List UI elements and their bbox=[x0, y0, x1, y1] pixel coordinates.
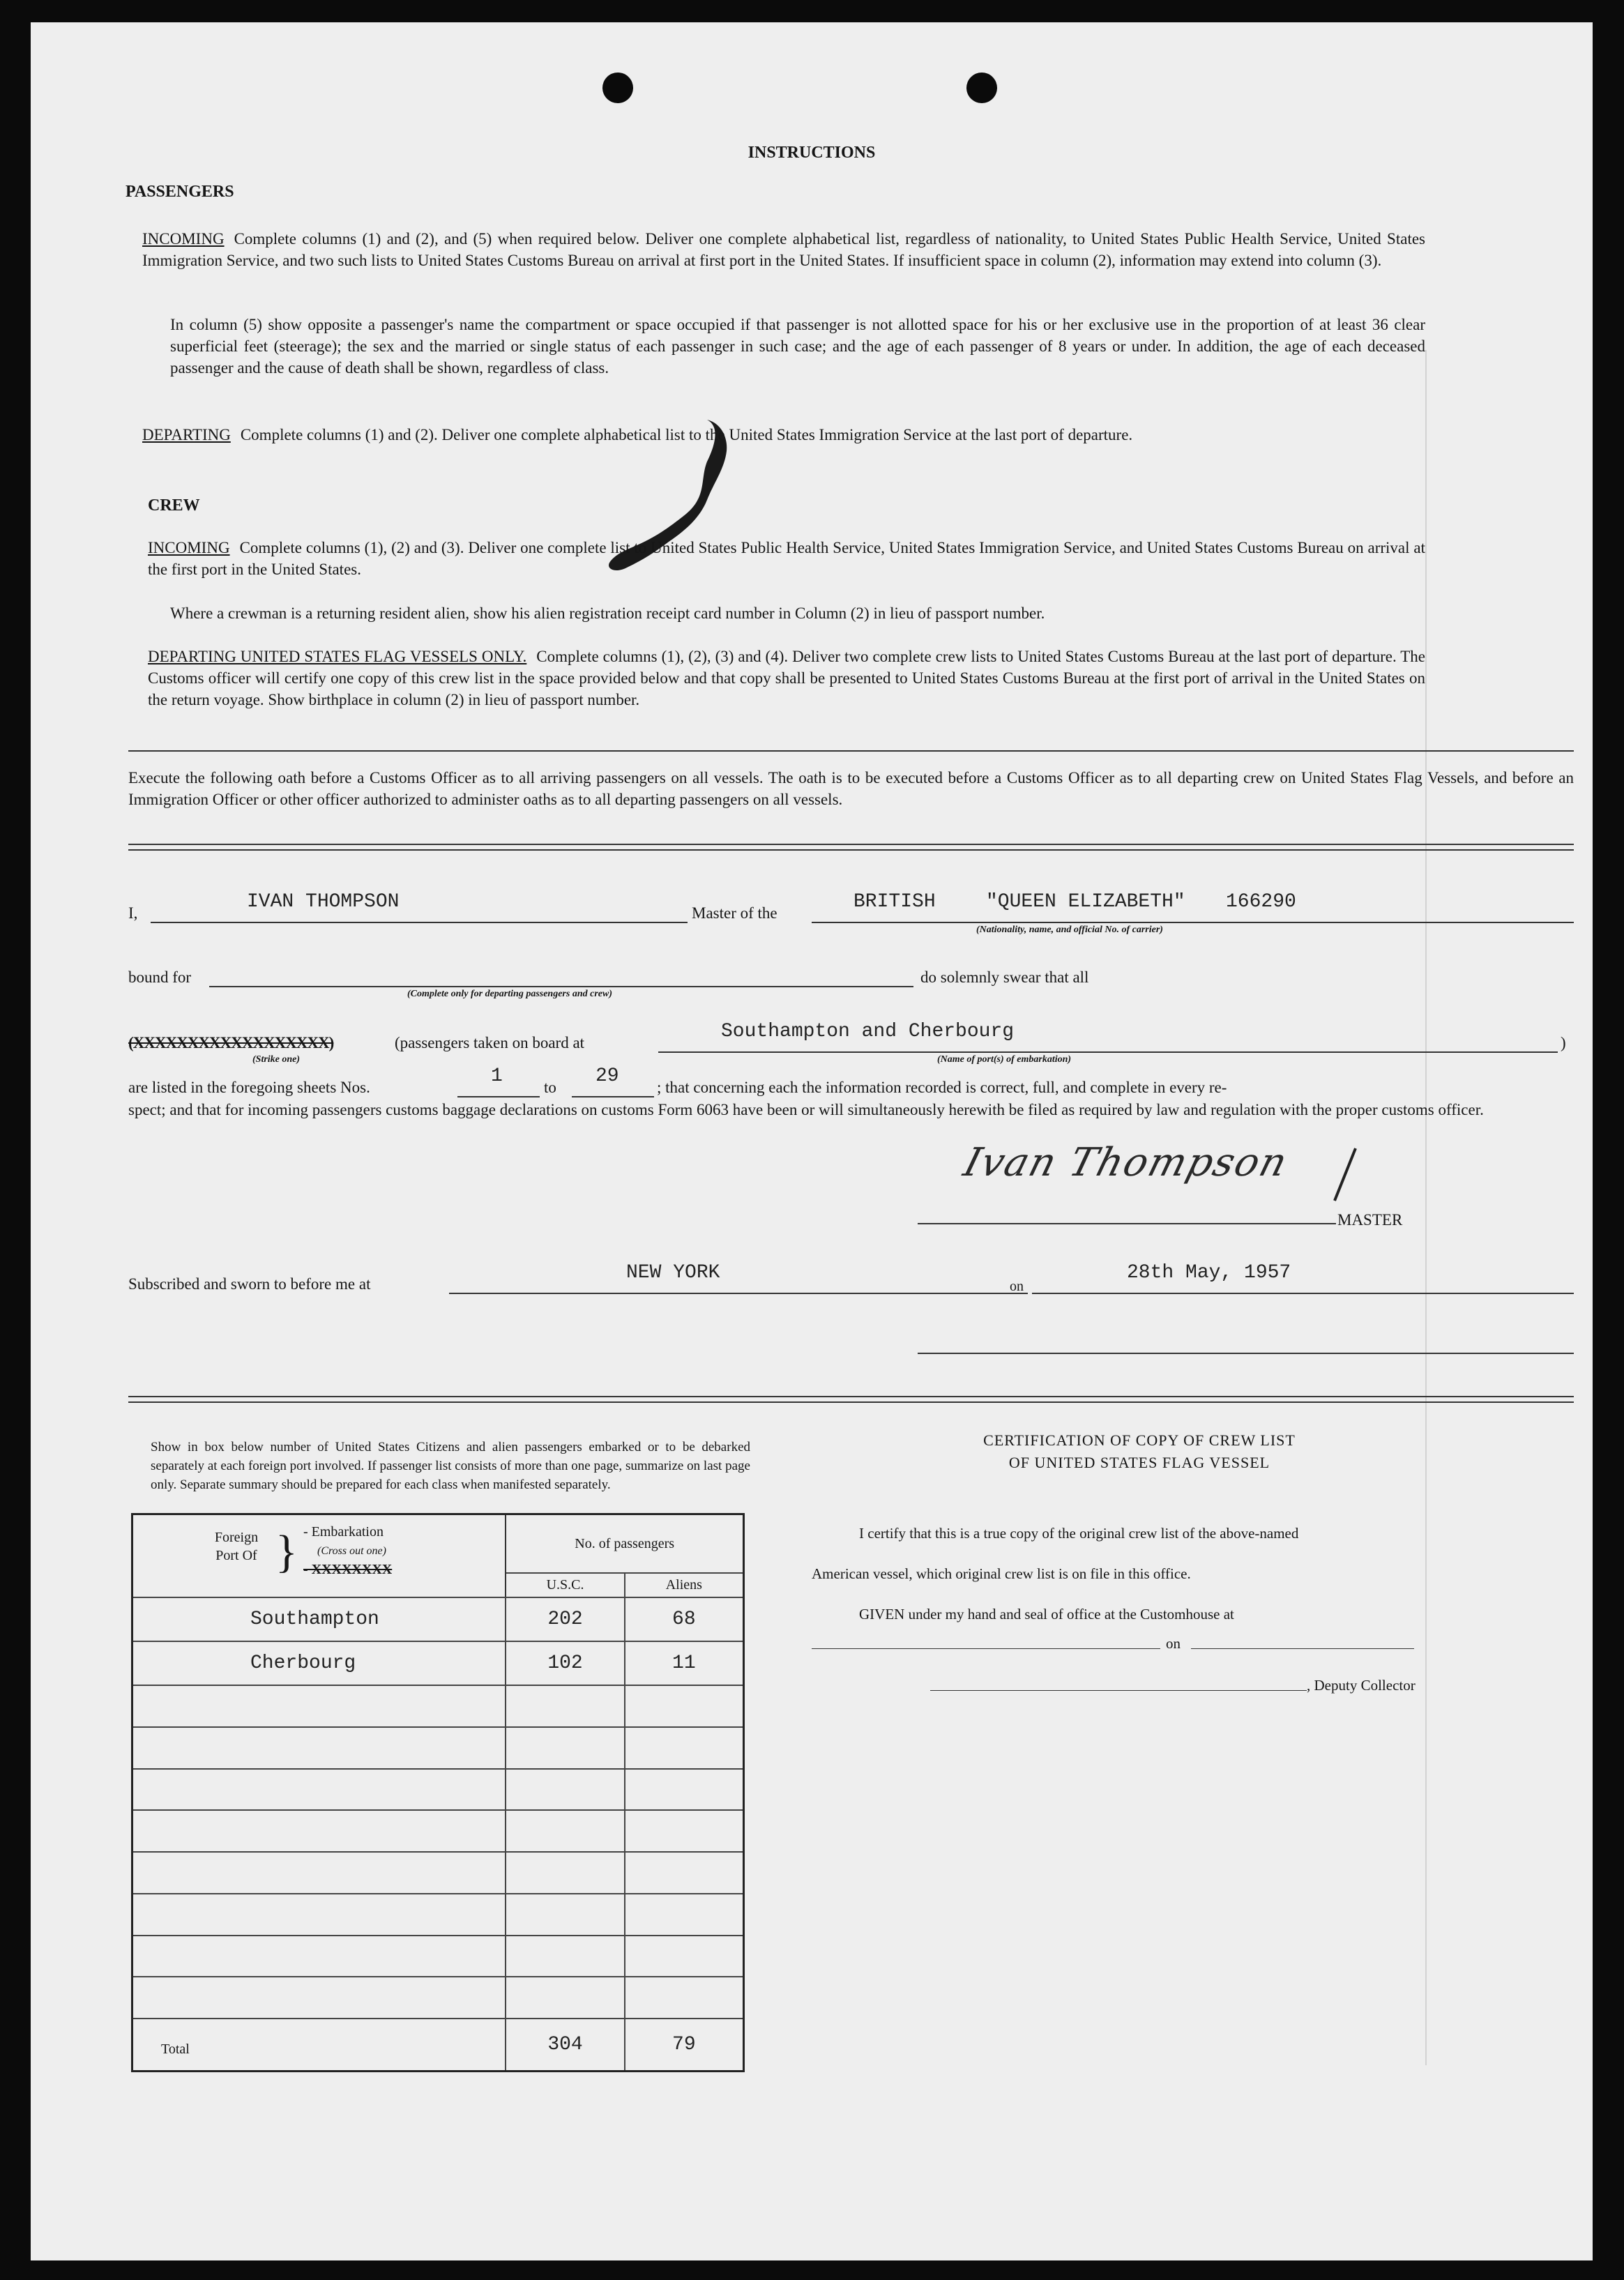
bound-caption: (Complete only for departing passengers and crew) bbox=[407, 989, 612, 999]
sheet-from-line bbox=[457, 1096, 540, 1097]
carrier-line bbox=[812, 922, 1574, 923]
passenger-summary-table bbox=[131, 1513, 745, 2072]
sworn-on-label: on bbox=[1010, 1279, 1024, 1294]
empty-row bbox=[132, 1936, 744, 1977]
flag-vessel-instructions bbox=[148, 646, 1425, 710]
master-name-line bbox=[151, 922, 688, 923]
departing-label: DEPARTING bbox=[142, 426, 231, 443]
carrier-nationality: BRITISH bbox=[853, 891, 936, 913]
master-signature: Ivan Thompson bbox=[959, 1140, 1293, 1185]
sheet-from: 1 bbox=[491, 1065, 503, 1087]
incoming-text: Complete columns (1) and (2), and (5) when required below. Deliver one complete alphabetical list, regardless of nationality, to United States Public Health Service, United States Immigration Service, and two such lists to United States Customs Bureau on arrival at first port in the United States. If insufficient space in column (2), information may extend into column (3). bbox=[142, 230, 1425, 269]
total-label: Total bbox=[132, 2019, 506, 2072]
passenger-departing-instructions bbox=[142, 424, 1425, 446]
brace-icon: } bbox=[275, 1526, 298, 1577]
certification-title-2: OF UNITED STATES FLAG VESSEL bbox=[1008, 1454, 1270, 1471]
passengers-taken-label: (passengers taken on board at bbox=[395, 1034, 585, 1051]
cert-on-label: on bbox=[1166, 1635, 1181, 1652]
section-divider-2 bbox=[128, 844, 1574, 845]
embarkation-label: - Embarkation bbox=[303, 1523, 384, 1540]
embarkation-ports: Southampton and Cherbourg bbox=[721, 1021, 1015, 1042]
sheet-to-line bbox=[572, 1096, 654, 1097]
crewman-text: Where a crewman is a returning resident alien, show his alien registration receipt card number in Column (2) in lieu of passport number. bbox=[170, 605, 1045, 622]
sworn-date-line bbox=[1032, 1293, 1574, 1294]
crew-heading: CREW bbox=[148, 496, 200, 515]
cross-out-caption: (Cross out one) bbox=[317, 1544, 386, 1557]
usc-header: U.S.C. bbox=[506, 1573, 624, 1597]
instructions-title: INSTRUCTIONS bbox=[748, 144, 876, 162]
summary-instructions: Show in box below number of United States Citizens and alien passengers embarked or to be debarked separately at each foreign port involved. If passenger list consists of more than one page, summarize on last page only. Separate summary should be prepared for each class when manifested separately. bbox=[151, 1440, 750, 1492]
sworn-place-line bbox=[449, 1293, 1028, 1294]
usc-southampton: 202 bbox=[506, 1597, 624, 1641]
section-divider-4 bbox=[128, 1396, 1574, 1397]
master-name: IVAN THOMPSON bbox=[247, 891, 400, 913]
certify-text-2: American vessel, which original crew list is on file in this office. bbox=[812, 1565, 1191, 1582]
certification-title-1: CERTIFICATION OF COPY OF CREW LIST bbox=[983, 1431, 1296, 1449]
carrier-number: 166290 bbox=[1226, 891, 1296, 913]
oath-intro: Execute the following oath before a Customs Officer as to all arriving passengers on all vessels. The oath is to be executed before a Customs Officer as to all departing crew on United States Flag Vessels, and before an Immigration Officer or other officer authorized to administer oaths as to all departing passengers on all vessels. bbox=[128, 769, 1574, 808]
i-label: I, bbox=[128, 904, 138, 922]
crew-incoming-instructions bbox=[148, 537, 1425, 580]
signature-flourish bbox=[1321, 1145, 1363, 1208]
empty-row bbox=[132, 1894, 744, 1936]
empty-row bbox=[132, 1810, 744, 1852]
sheet-to: 29 bbox=[595, 1065, 619, 1087]
subscribed-label: Subscribed and sworn to before me at bbox=[128, 1275, 371, 1293]
cert-date-line bbox=[1191, 1648, 1414, 1649]
total-aliens: 79 bbox=[625, 2019, 744, 2072]
aliens-cherbourg: 11 bbox=[625, 1641, 744, 1685]
total-usc: 304 bbox=[506, 2019, 624, 2072]
empty-row bbox=[132, 1727, 744, 1769]
empty-row bbox=[132, 1977, 744, 2019]
ports-caption: (Name of port(s) of embarkation) bbox=[937, 1054, 1072, 1065]
deputy-collector-line bbox=[930, 1690, 1307, 1691]
passengers-heading: PASSENGERS bbox=[126, 183, 234, 201]
aliens-header: Aliens bbox=[625, 1573, 744, 1597]
foreign-port-of: Foreign Port Of bbox=[214, 1529, 259, 1563]
bleed-through-column bbox=[1425, 350, 1475, 2065]
given-text: GIVEN under my hand and seal of office at the Customhouse at bbox=[859, 1606, 1234, 1622]
departing-text: Complete columns (1) and (2). Deliver one complete alphabetical list to the United States Immigration Service at the last port of departure. bbox=[240, 426, 1133, 443]
port-southampton: Southampton bbox=[132, 1597, 506, 1641]
sworn-place: NEW YORK bbox=[626, 1262, 720, 1284]
passenger-list-form-back bbox=[31, 22, 1593, 2260]
bound-for-line bbox=[209, 986, 913, 987]
carrier-name: "QUEEN ELIZABETH" bbox=[986, 891, 1185, 913]
aliens-southampton: 68 bbox=[625, 1597, 744, 1641]
punch-hole-left bbox=[602, 73, 633, 103]
swear-label: do solemnly swear that all bbox=[920, 968, 1089, 986]
crew-incoming-label: INCOMING bbox=[148, 539, 230, 556]
officer-signature-line bbox=[918, 1353, 1574, 1354]
crewman-instructions bbox=[170, 602, 1425, 624]
listed-text-1: ; that concerning each the information recorded is correct, full, and complete in every re- bbox=[657, 1079, 1227, 1096]
strike-caption: (Strike one) bbox=[252, 1054, 301, 1065]
listed-text-2: spect; and that for incoming passengers customs baggage declarations on customs Form 6063 have been or will simultaneously herewith be filed as required by law and regulation with the proper customs officer. bbox=[128, 1101, 1484, 1118]
to-label: to bbox=[544, 1079, 556, 1096]
close-paren: ) bbox=[1561, 1034, 1566, 1051]
carrier-caption: (Nationality, name, and official No. of carrier) bbox=[976, 925, 1163, 935]
listed-label: are listed in the foregoing sheets Nos. bbox=[128, 1079, 370, 1096]
embarkation-ports-line bbox=[658, 1051, 1558, 1053]
section-divider-3 bbox=[128, 849, 1574, 851]
column5-text: In column (5) show opposite a passenger's name the compartment or space occupied if that passenger is not allotted space for his or her exclusive use in the proportion of at least 36 clear superficial feet (steerage); the sex and the married or single status of each passenger in such case; and the age of each passenger of 8 years or under. In addition, the age of each deceased passenger and the cause of death shall be shown, regardless of class. bbox=[170, 316, 1425, 377]
customhouse-line bbox=[812, 1648, 1160, 1649]
certify-text-1: I certify that this is a true copy of the original crew list of the above-named bbox=[859, 1525, 1299, 1542]
master-label: MASTER bbox=[1337, 1211, 1403, 1229]
port-cherbourg: Cherbourg bbox=[132, 1641, 506, 1685]
passenger-incoming-instructions bbox=[142, 228, 1425, 271]
num-passengers-header: No. of passengers bbox=[506, 1514, 743, 1574]
section-divider-5 bbox=[128, 1401, 1574, 1403]
crew-incoming-text: Complete columns (1), (2) and (3). Deliver one complete list to United States Public Health Service, United States Immigration Service, and United States Customs Bureau on arrival at the first port in the United States. bbox=[148, 539, 1425, 578]
empty-row bbox=[132, 1852, 744, 1894]
bound-for-label: bound for bbox=[128, 968, 192, 986]
flag-vessel-label: DEPARTING UNITED STATES FLAG VESSELS ONLY. bbox=[148, 648, 527, 665]
section-divider-1 bbox=[128, 750, 1574, 752]
crew-passengers-struck: (XXXXXXXXXXXXXXXXXX) bbox=[128, 1034, 334, 1051]
usc-cherbourg: 102 bbox=[506, 1641, 624, 1685]
incoming-label: INCOMING bbox=[142, 230, 225, 248]
sworn-date: 28th May, 1957 bbox=[1127, 1262, 1291, 1284]
master-of-label: Master of the bbox=[692, 904, 777, 922]
debarkation-struck: - XXXXXXXX bbox=[303, 1561, 393, 1577]
master-signature-line bbox=[918, 1223, 1336, 1224]
flag-vessel-text: Complete columns (1), (2), (3) and (4). Deliver two complete crew lists to United States Customs Bureau at the last port of departure. The Customs officer will certify one copy of this crew list in the space provided below and that copy shall be presented to United States Customs Bureau at the first port of arrival in the United States on the return voyage. Show birthplace in column (2) in lieu of passport number. bbox=[148, 648, 1426, 708]
deputy-collector-label: , Deputy Collector bbox=[1307, 1677, 1416, 1694]
empty-row bbox=[132, 1685, 744, 1727]
empty-row bbox=[132, 1769, 744, 1811]
column5-instructions bbox=[170, 314, 1425, 379]
punch-hole-right bbox=[966, 73, 997, 103]
